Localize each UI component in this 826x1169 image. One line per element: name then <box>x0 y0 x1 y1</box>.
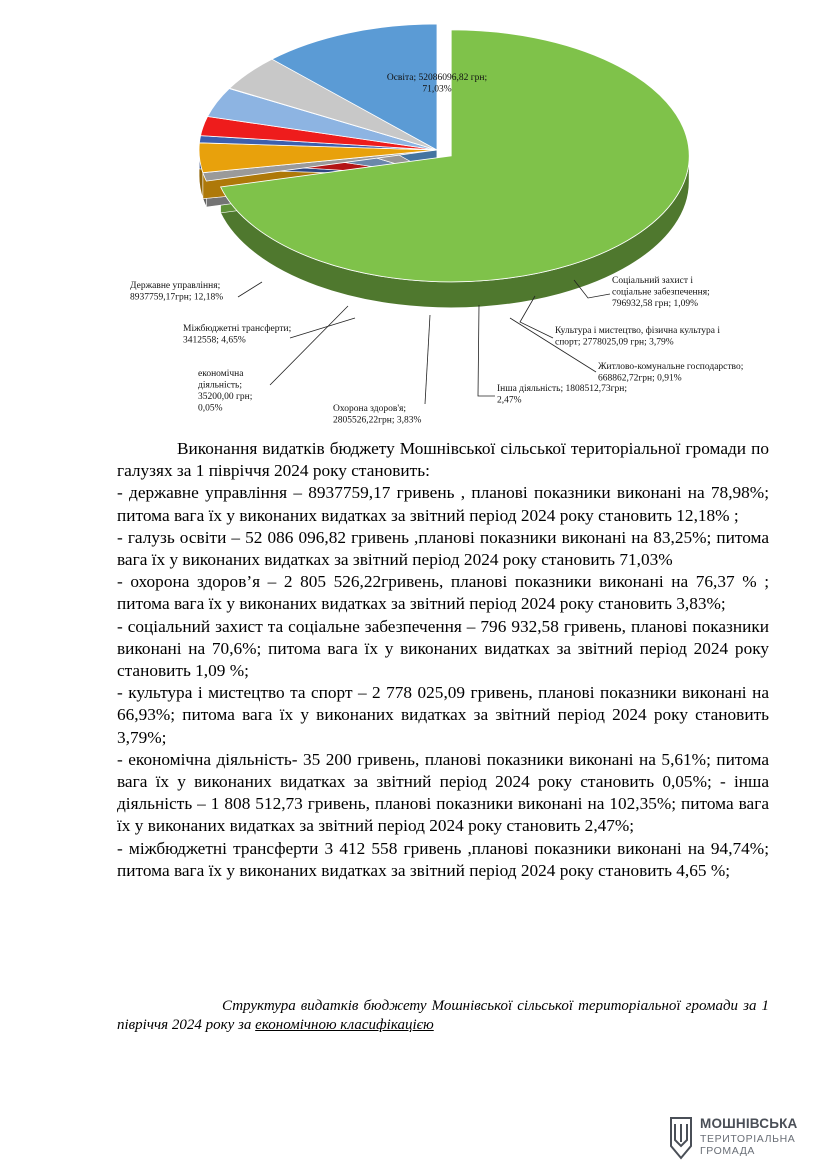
slice-label-line: 71,03% <box>422 84 452 95</box>
slice-label-line: 668862,72грн; 0,91% <box>598 373 682 384</box>
slice-label-line: Міжбюджетні трансферти; <box>183 324 292 334</box>
leader-line <box>290 318 355 338</box>
slice-label-line: Соціальний захист і <box>612 276 693 286</box>
slice-label-line: 0,05% <box>198 403 223 414</box>
slice-label-line: Освіта; 52086096,82 грн; <box>386 73 488 83</box>
slice-label-line: 3412558; 4,65% <box>183 335 246 346</box>
slice-label-line: Охорона здоров'я; <box>333 404 407 414</box>
slice-label-line: 8937759,17грн; 12,18% <box>130 292 224 303</box>
trident-icon <box>667 1116 695 1160</box>
item-education: - галузь освіти – 52 086 096,82 гривень ,планові показники виконані на 83,25%; питома вага їх у виконаних видатках за звітний період 2024 року становить 71,03% <box>117 527 769 570</box>
slice-label-8 <box>183 323 291 346</box>
slice-label-line: Житлово-комунальне господарство; <box>598 362 744 372</box>
slice-label-line: Культура і мистецтво, фізична культура і <box>555 326 721 336</box>
logo-line-2: ТЕРИТОРІАЛЬНА <box>700 1133 796 1145</box>
slice-label-6 <box>333 404 421 426</box>
slice-label-line: Державне управління; <box>130 281 221 291</box>
slice-label-line: соціальне забезпечення; <box>612 287 710 298</box>
report-text <box>117 438 769 882</box>
logo-line-3: ГРОМАДА <box>700 1145 756 1157</box>
slice-label-3 <box>555 325 720 348</box>
slice-label-7 <box>198 369 252 414</box>
community-logo <box>667 1114 807 1162</box>
caption-text: Структура видатків бюджету Мошнівської сільської територіальної громади за 1 півріччя 2024 року за <box>117 998 769 1033</box>
item-transfers: - міжбюджетні трансферти 3 412 558 гривень ,планові показники виконані на 94,74%; питома вага їх у виконаних видатках за звітний період 2024 року становить 4,65 %; <box>117 838 769 880</box>
slice-label-line: Інша діяльність; 1808512,73грн; <box>497 384 628 394</box>
section-caption <box>117 997 769 1035</box>
slice-label-line: 796932,58 грн; 1,09% <box>612 299 699 309</box>
leader-line <box>238 282 262 297</box>
leader-line <box>270 306 348 385</box>
logo-line-1: МОШНІВСЬКА <box>700 1116 798 1131</box>
slice-label-line: спорт; 2778025,09 грн; 3,79% <box>555 337 674 348</box>
item-culture-sport: - культура і мистецтво та спорт – 2 778 025,09 гривень, планові показники виконані на 66,93%; питома вага їх у виконаних видатках за звітний період 2024 року становить 3,79%; <box>117 683 769 747</box>
slice-label-line: економічна <box>198 369 244 379</box>
slice-label-9 <box>130 281 223 303</box>
slice-label-line: 2805526,22грн; 3,83% <box>333 415 422 426</box>
expenditure-pie-chart <box>0 0 826 438</box>
slice-label-line: 35200,00 грн; <box>198 392 253 402</box>
item-health: - охорона здоров’я – 2 805 526,22гривень, планові показники виконані на 76,37 % ; питома вага їх у виконаних видатках за звітний період 2024 року становить 3,83%; <box>117 572 769 614</box>
caption-link[interactable]: економічною класифікацією <box>255 1017 434 1033</box>
slice-label-2 <box>612 275 710 309</box>
item-state-administration: - державне управління – 8937759,17 гривень , планові показники виконані на 78,98%; питома вага їх у виконаних видатках за звітний період 2024 року становить 12,18% ; <box>117 483 769 525</box>
item-social-protection: - соціальний захист та соціальне забезпечення – 796 932,58 гривень, планові показники виконані на 70,6%; питома вага їх у виконаних видатках за звітний період 2024 року становить 1,09 %; <box>117 616 769 681</box>
leader-line <box>478 305 495 396</box>
intro-paragraph: Виконання видатків бюджету Мошнівської сільської територіальної громади по галузях за 1 півріччя 2024 року становить: <box>117 439 769 481</box>
item-economic-activity: - економічна діяльність- 35 200 гривень, планові показники виконані на 5,61%; питома вага їх у виконаних видатках за звітний період 2024 року становить 0,05%; - інша діяльність – 1 808 512,73 гривень, планові показники виконані на 102,35%; питома вага їх у виконаних видатках за звітний період 2024 року становить 2,47%; <box>117 749 769 836</box>
slice-label-4 <box>598 362 743 384</box>
slice-label-line: діяльність; <box>198 380 242 391</box>
slice-label-5 <box>497 384 627 406</box>
leader-line <box>520 296 553 338</box>
slice-label-line: 2,47% <box>497 395 522 406</box>
leader-line <box>425 315 430 404</box>
